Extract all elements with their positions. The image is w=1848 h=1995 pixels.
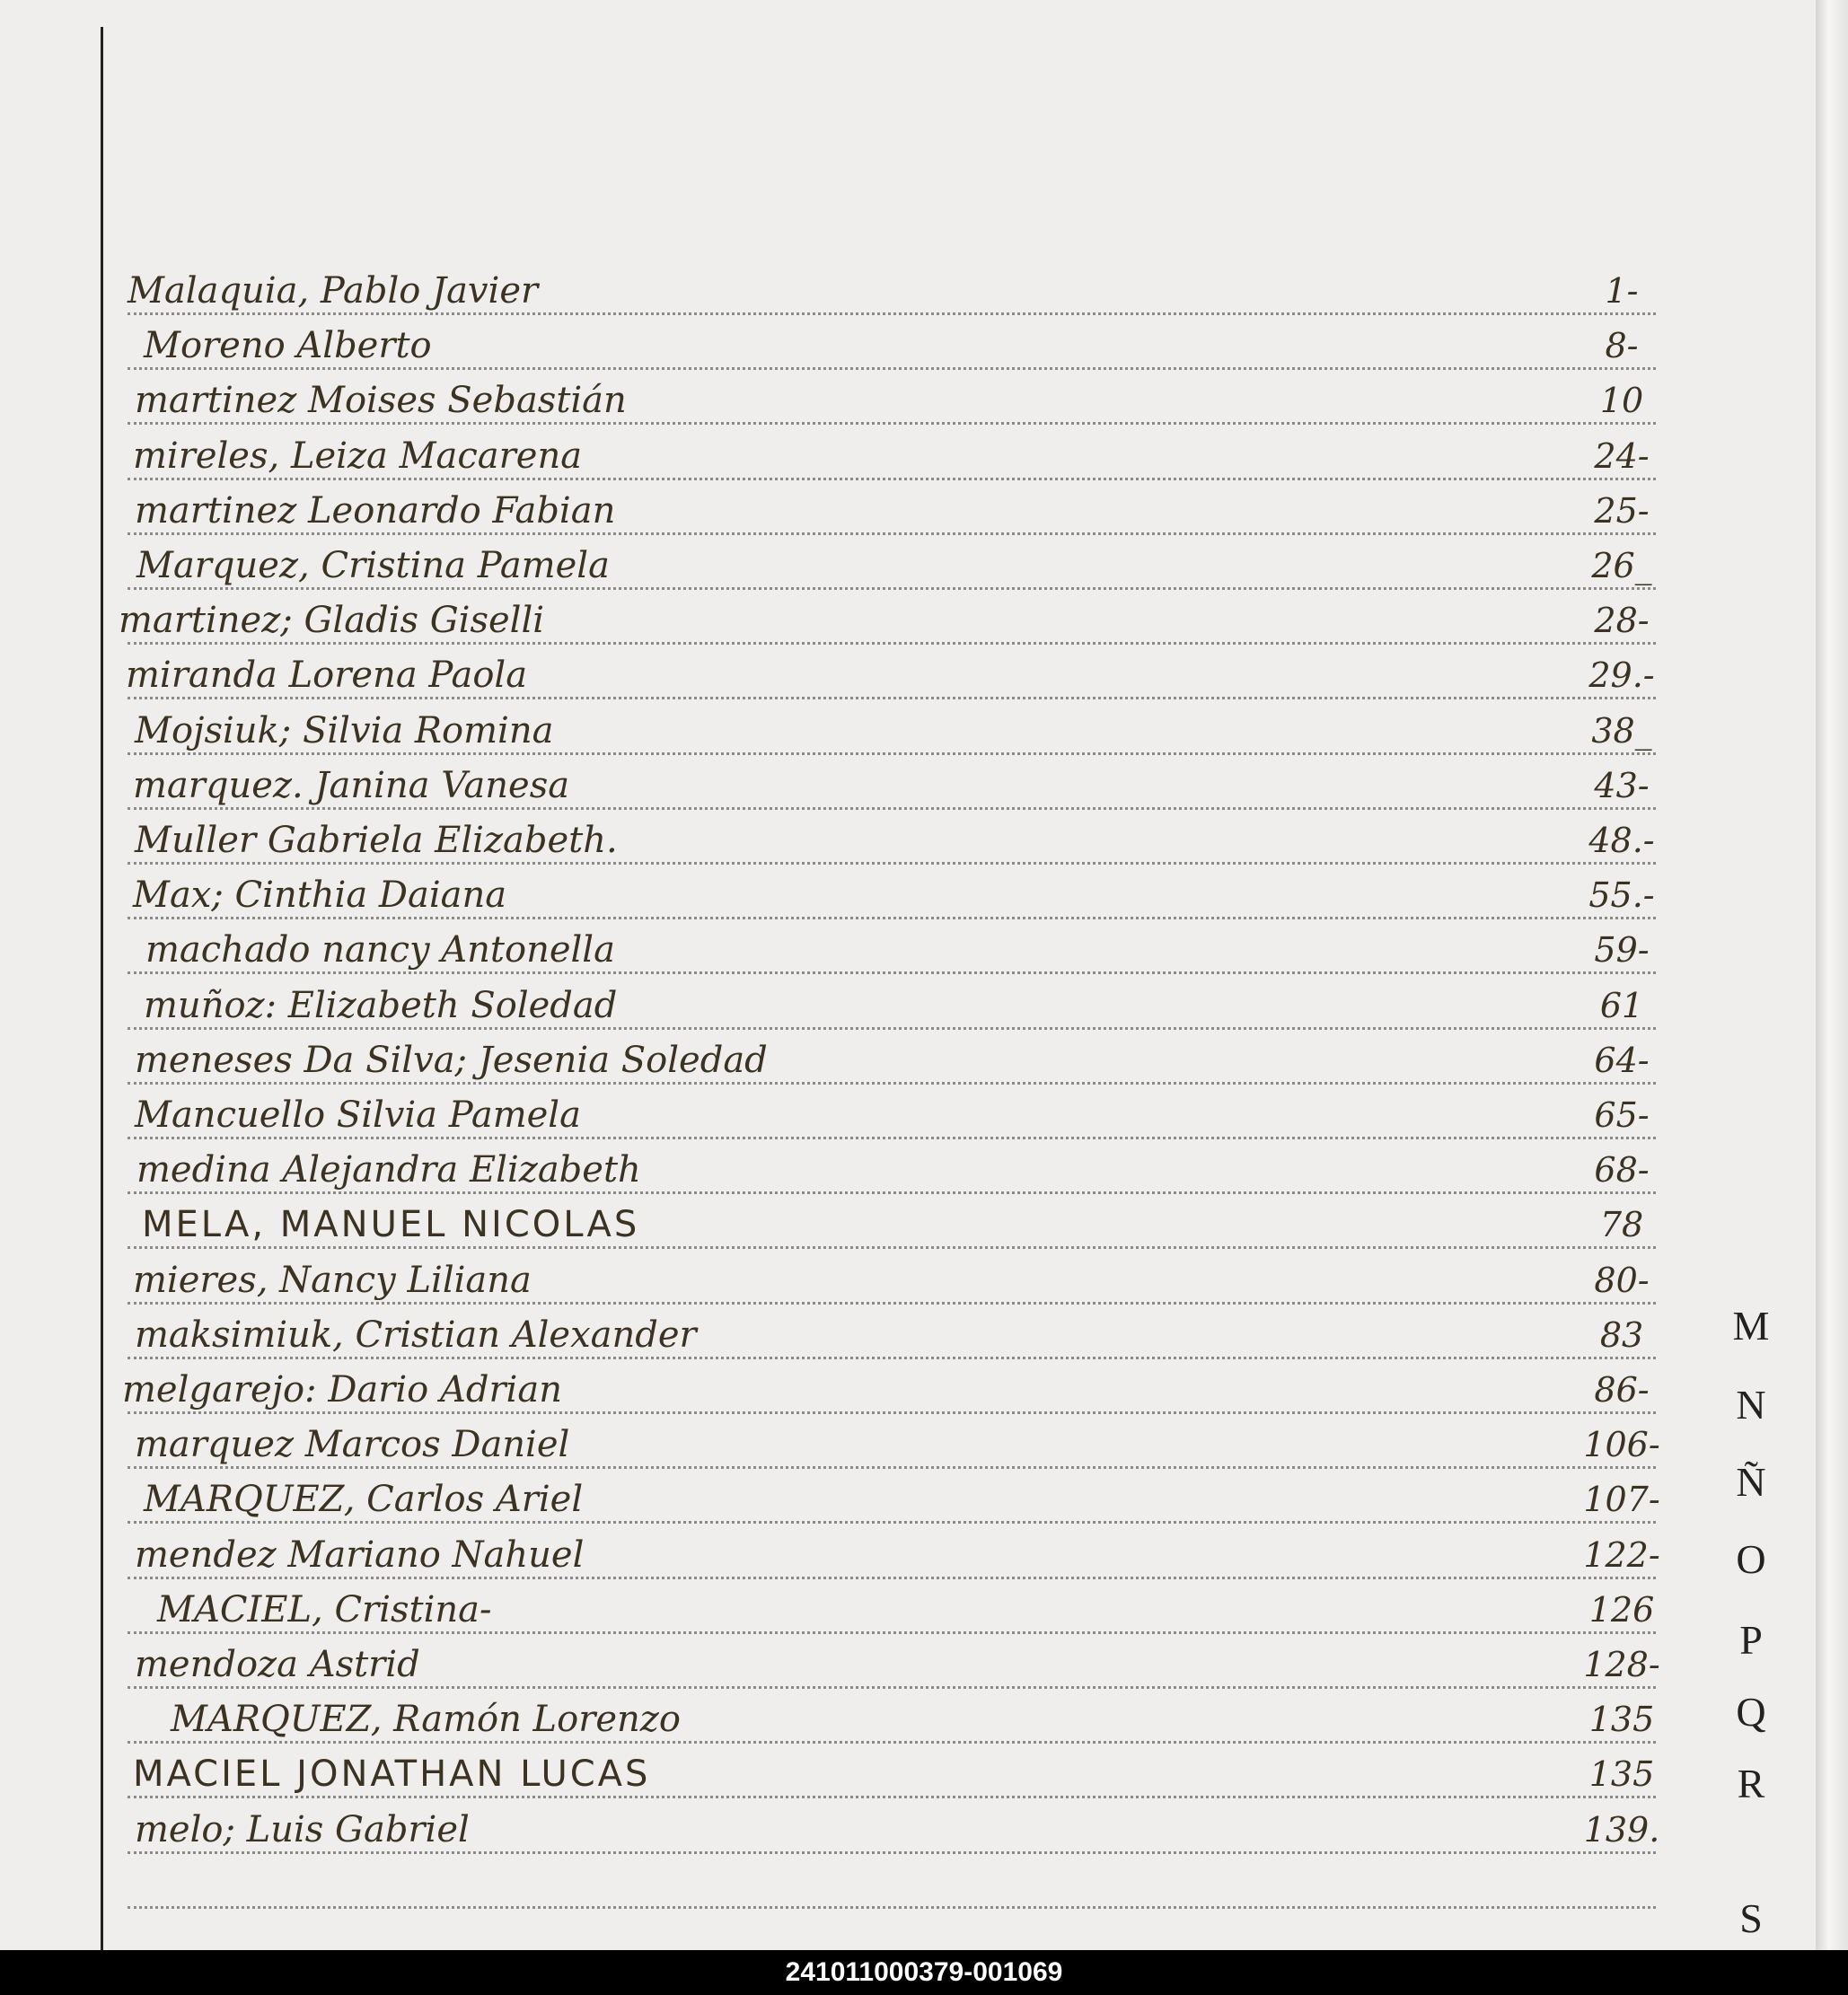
entry-name: medina Alejandra Elizabeth <box>136 1149 641 1191</box>
entry-page-number: 65- <box>1594 1095 1650 1135</box>
entry-page-number: 107- <box>1583 1480 1660 1519</box>
entry-page-number: 106- <box>1583 1425 1660 1464</box>
entry-name: mendoza Astrid <box>135 1644 420 1685</box>
ruled-line <box>128 1906 1656 1909</box>
entry-page-number: 8- <box>1605 326 1639 365</box>
entry-page-number: 139. <box>1583 1810 1660 1850</box>
entry-name: MACIEL JONATHAN LUCAS <box>133 1753 651 1795</box>
entry-page-number: 25- <box>1594 491 1650 531</box>
entry-page-number: 29.- <box>1588 655 1655 695</box>
entry-page-number: 135 <box>1588 1754 1655 1794</box>
entry-name: machado nancy Antonella <box>145 929 615 971</box>
entry-page-number: 78 <box>1599 1205 1644 1244</box>
index-tab[interactable]: O <box>1736 1536 1766 1582</box>
entry-name: MARQUEZ, Ramón Lorenzo <box>171 1699 681 1740</box>
entry-page-number: 80- <box>1594 1261 1650 1300</box>
entry-page-number: 128- <box>1583 1645 1660 1684</box>
entry-page-number: 10 <box>1599 381 1644 420</box>
entry-name: MARQUEZ, Carlos Ariel <box>144 1479 584 1520</box>
index-tab[interactable]: N <box>1736 1382 1766 1428</box>
entry-page-number: 59- <box>1594 930 1650 970</box>
entry-name: meneses Da Silva; Jesenia Soledad <box>135 1040 768 1081</box>
entry-page-number: 26_ <box>1591 546 1652 585</box>
entry-page-number: 24- <box>1594 436 1650 476</box>
document-id-footer: 241011000379-001069 <box>0 1950 1848 1995</box>
entry-page-number: 1- <box>1605 271 1639 311</box>
entry-page-number: 38_ <box>1591 711 1652 751</box>
entry-name: mendez Mariano Nahuel <box>135 1534 585 1576</box>
entry-page-number: 135 <box>1588 1700 1655 1739</box>
entry-page-number: 83 <box>1599 1315 1644 1355</box>
entry-name: miranda Lorena Paola <box>126 655 528 696</box>
entry-name: melgarejo: Dario Adrian <box>122 1369 562 1411</box>
index-tab[interactable]: Ñ <box>1736 1459 1766 1505</box>
entry-page-number: 61 <box>1599 986 1644 1025</box>
entry-name: marquez Marcos Daniel <box>135 1424 570 1465</box>
entry-name: martinez Moises Sebastián <box>135 380 627 421</box>
index-tab[interactable]: R <box>1737 1761 1765 1806</box>
entry-page-number: 86- <box>1594 1370 1650 1410</box>
entry-name: Mancuello Silvia Pamela <box>135 1094 581 1136</box>
entry-page-number: 122- <box>1583 1535 1660 1575</box>
index-tab[interactable]: P <box>1739 1617 1763 1663</box>
margin-line <box>101 27 103 1950</box>
entry-name: Marquez, Cristina Pamela <box>136 545 610 586</box>
entry-page-number: 55.- <box>1588 875 1655 915</box>
entry-name: mireles, Leiza Macarena <box>133 435 583 477</box>
entry-name: Malaquia, Pablo Javier <box>128 270 539 312</box>
entry-name: martinez Leonardo Fabian <box>135 490 616 532</box>
entry-name: marquez. Janina Vanesa <box>133 765 570 806</box>
entry-name: mieres, Nancy Liliana <box>133 1260 532 1301</box>
entry-name: MACIEL, Cristina- <box>157 1589 492 1630</box>
entry-page-number: 28- <box>1594 601 1650 640</box>
entry-page-number: 43- <box>1594 766 1650 805</box>
entry-name: melo; Luis Gabriel <box>135 1809 470 1850</box>
entry-name: Moreno Alberto <box>144 325 432 366</box>
entry-name: Muller Gabriela Elizabeth. <box>135 820 618 861</box>
entry-page-number: 68- <box>1594 1150 1650 1190</box>
entry-page-number: 126 <box>1588 1590 1655 1630</box>
entry-name: MELA, MANUEL NICOLAS <box>142 1204 640 1245</box>
index-tab[interactable]: S <box>1739 1895 1763 1941</box>
entry-name: muñoz: Elizabeth Soledad <box>144 985 618 1026</box>
entry-page-number: 64- <box>1594 1041 1650 1080</box>
index-tab[interactable]: Q <box>1736 1689 1766 1735</box>
page-edge <box>1816 0 1848 1950</box>
entry-name: Mojsiuk; Silvia Romina <box>135 710 554 751</box>
entry-name: martinez; Gladis Giselli <box>119 600 545 641</box>
entry-name: maksimiuk, Cristian Alexander <box>135 1314 697 1356</box>
index-tab[interactable]: M <box>1732 1303 1770 1349</box>
entry-page-number: 48.- <box>1588 821 1655 860</box>
entry-name: Max; Cinthia Daiana <box>133 874 507 916</box>
